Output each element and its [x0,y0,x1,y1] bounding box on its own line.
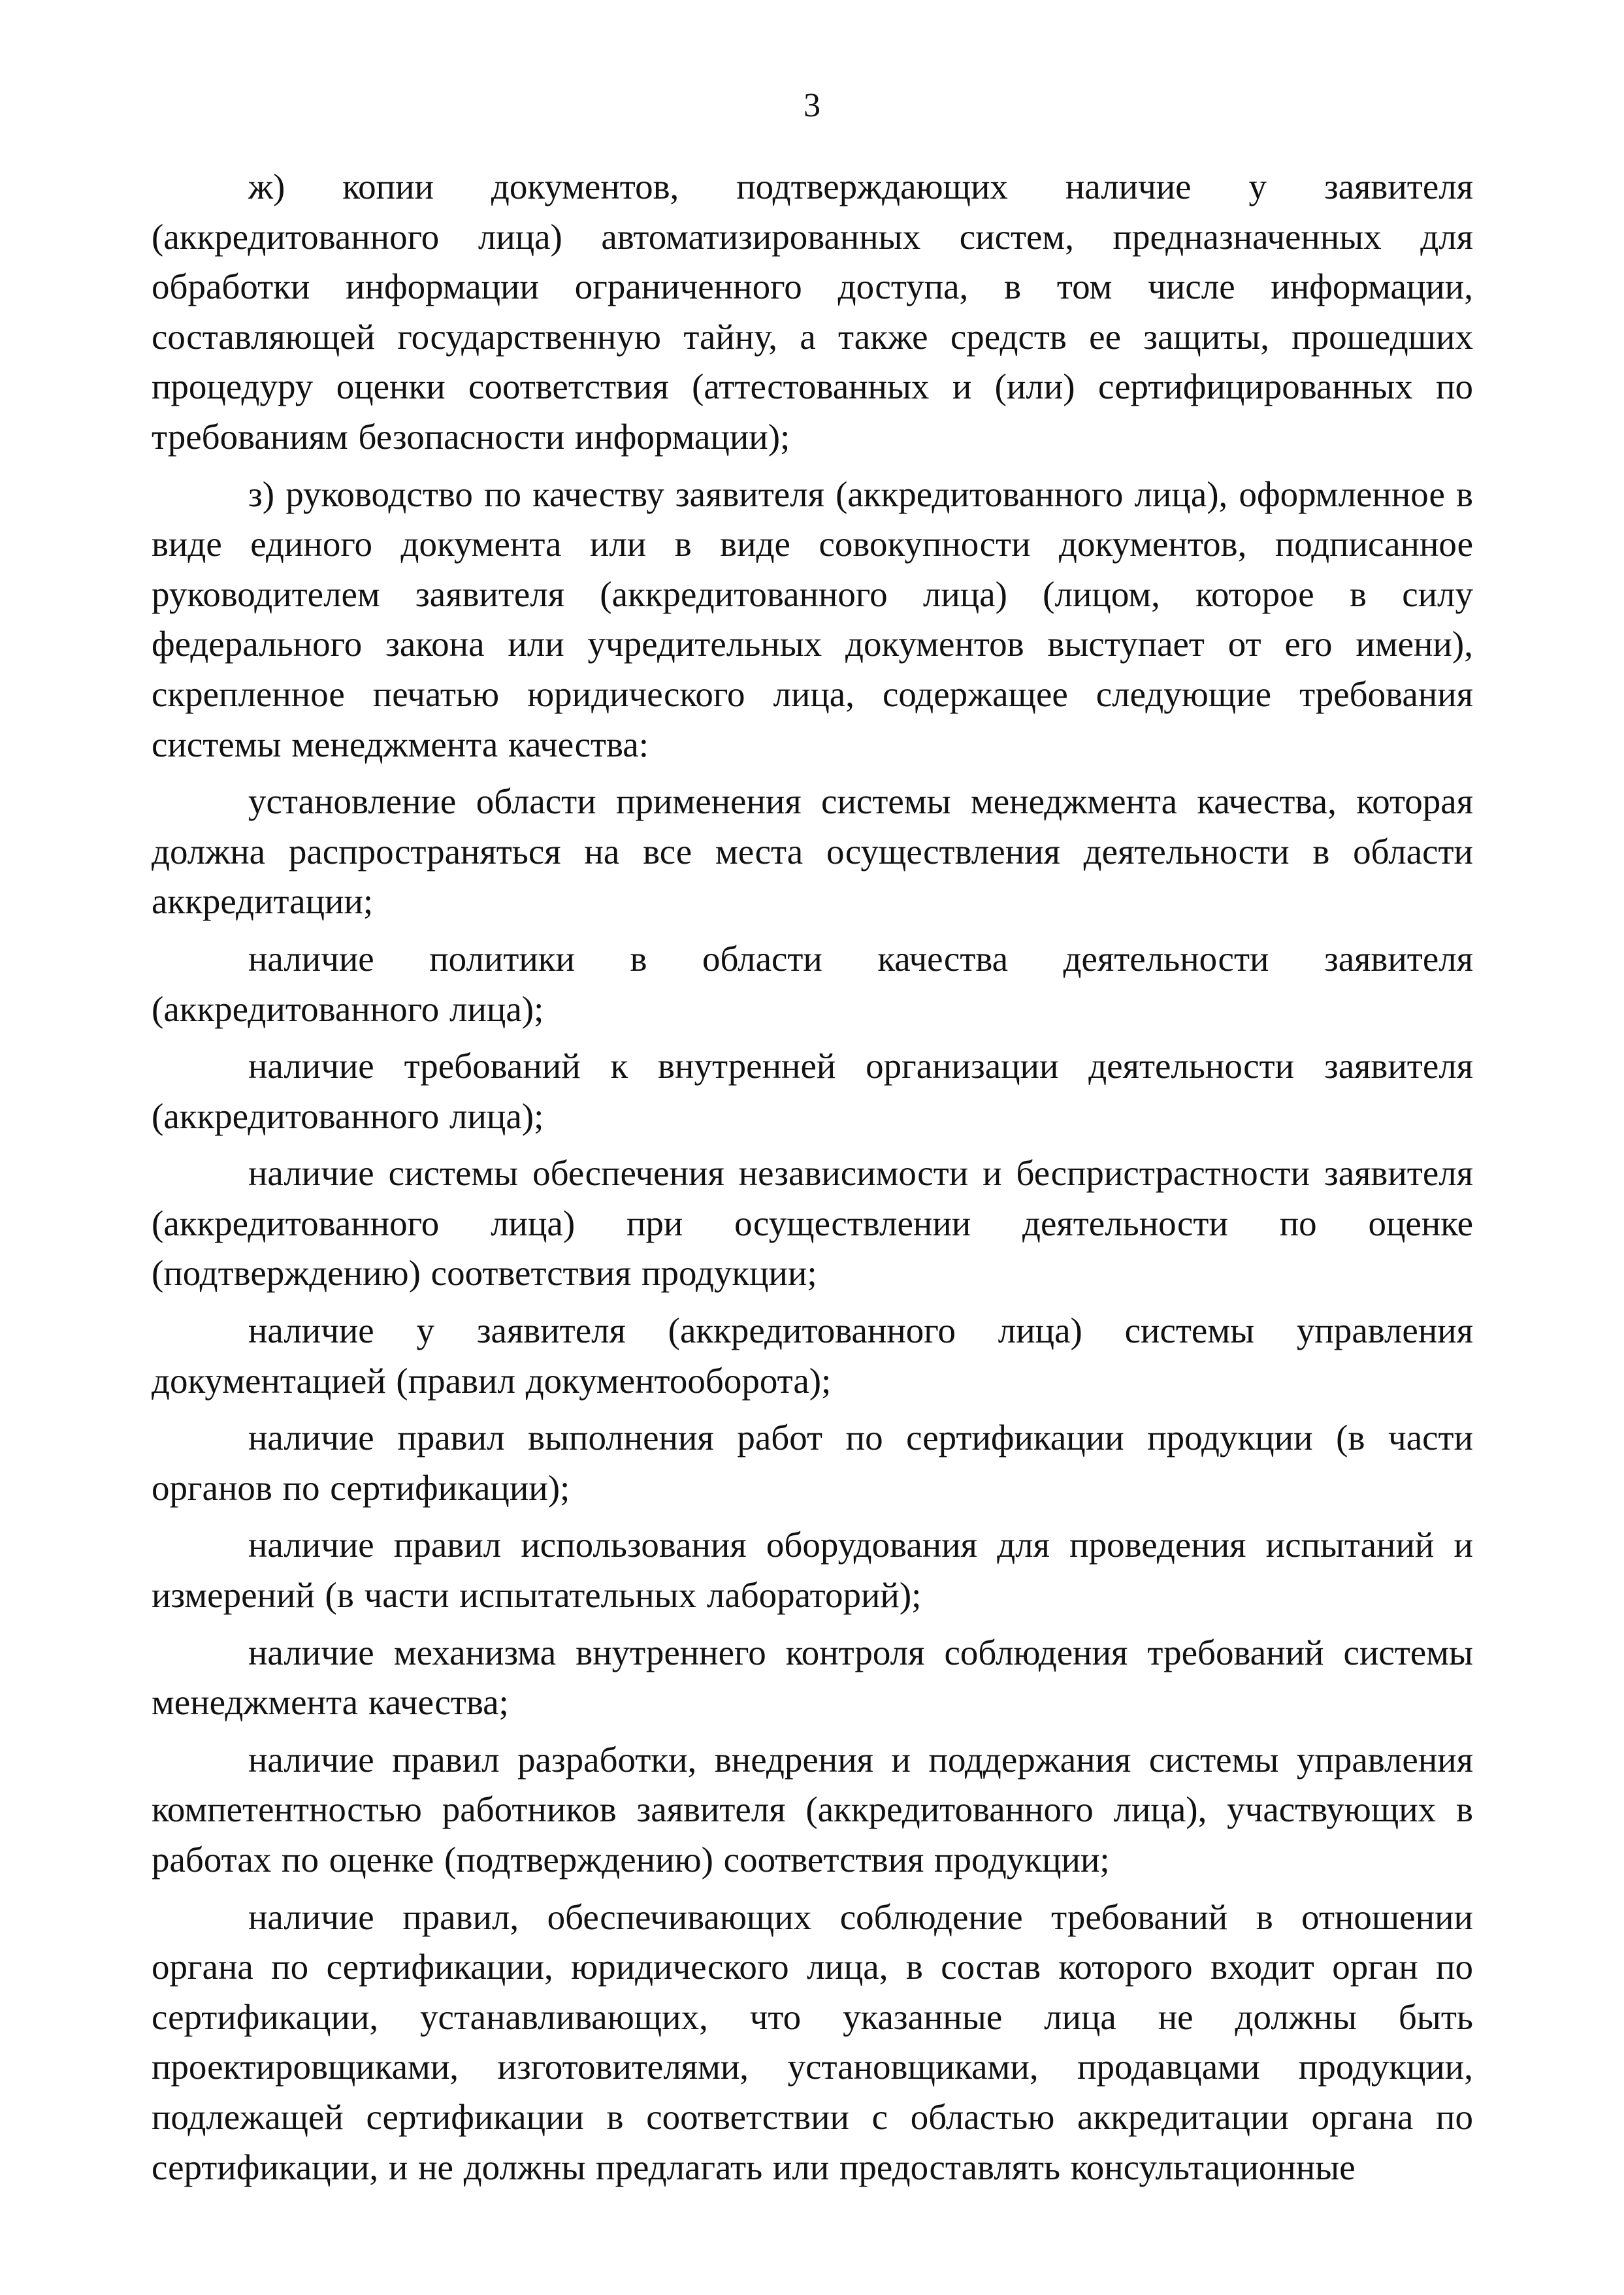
paragraph-quality-policy: наличие политики в области качества деятельности заявителя (аккредитованного лица); [152,938,1473,1029]
paragraph-internal-organization: наличие требований к внутренней организации деятельности заявителя (аккредитованного лица); [152,1046,1473,1136]
paragraph-certification-rules: наличие правил выполнения работ по сертификации продукции (в части органов по сертификации); [152,1418,1473,1508]
paragraph-independence-requirements: наличие правил, обеспечивающих соблюдение требований в отношении органа по сертификации, юридического лица, в состав которого входит орган по сертификации, устанавливающих, что указанные лица не должны быть проектировщиками, изготовителями, установщиками, продавцами продукции, подлежащей сертификации в соответствии с областью аккредитации органа по сертификации, и не должны предлагать или предоставлять консультационные [152,1896,1473,2187]
document-body [152,162,1473,2200]
paragraph-scope-of-qms: установление области применения системы менеджмента качества, которая должна распространяться на все места осуществления деятельности в области аккредитации; [152,781,1473,922]
paragraph-impartiality-system: наличие системы обеспечения независимости и беспристрастности заявителя (аккредитованного лица) при осуществлении деятельности по оценке (подтверждению) соответствия продукции; [152,1153,1473,1294]
paragraph-zh-copies-of-documents: ж) копии документов, подтверждающих наличие у заявителя (аккредитованного лица) автоматизированных систем, предназначенных для обработки информации ограниченного доступа, в том числе информации, составляющей государственную тайну, а также средств ее защиты, прошедших процедуру оценки соответствия (аттестованных и (или) сертифицированных по требованиям безопасности информации); [152,167,1473,457]
paragraph-z-quality-manual: з) руководство по качеству заявителя (аккредитованного лица), оформленное в виде единого документа или в виде совокупности документов, подписанное руководителем заявителя (аккредитованного лица) (лицом, которое в силу федерального закона или учредительных документов выступает от его имени), скрепленное печатью юридического лица, содержащее следующие требования системы менеджмента качества: [152,474,1473,764]
paragraph-competence-management: наличие правил разработки, внедрения и поддержания системы управления компетентностью работников заявителя (аккредитованного лица), участвующих в работах по оценке (подтверждению) соответствия продукции; [152,1739,1473,1880]
paragraph-document-control: наличие у заявителя (аккредитованного лица) системы управления документацией (правил документооборота); [152,1310,1473,1401]
page-number: 3 [804,87,820,124]
paragraph-internal-control: наличие механизма внутреннего контроля соблюдения требований системы менеджмента качества; [152,1632,1473,1723]
paragraph-equipment-rules: наличие правил использования оборудования для проведения испытаний и измерений (в части испытательных лабораторий); [152,1525,1473,1616]
